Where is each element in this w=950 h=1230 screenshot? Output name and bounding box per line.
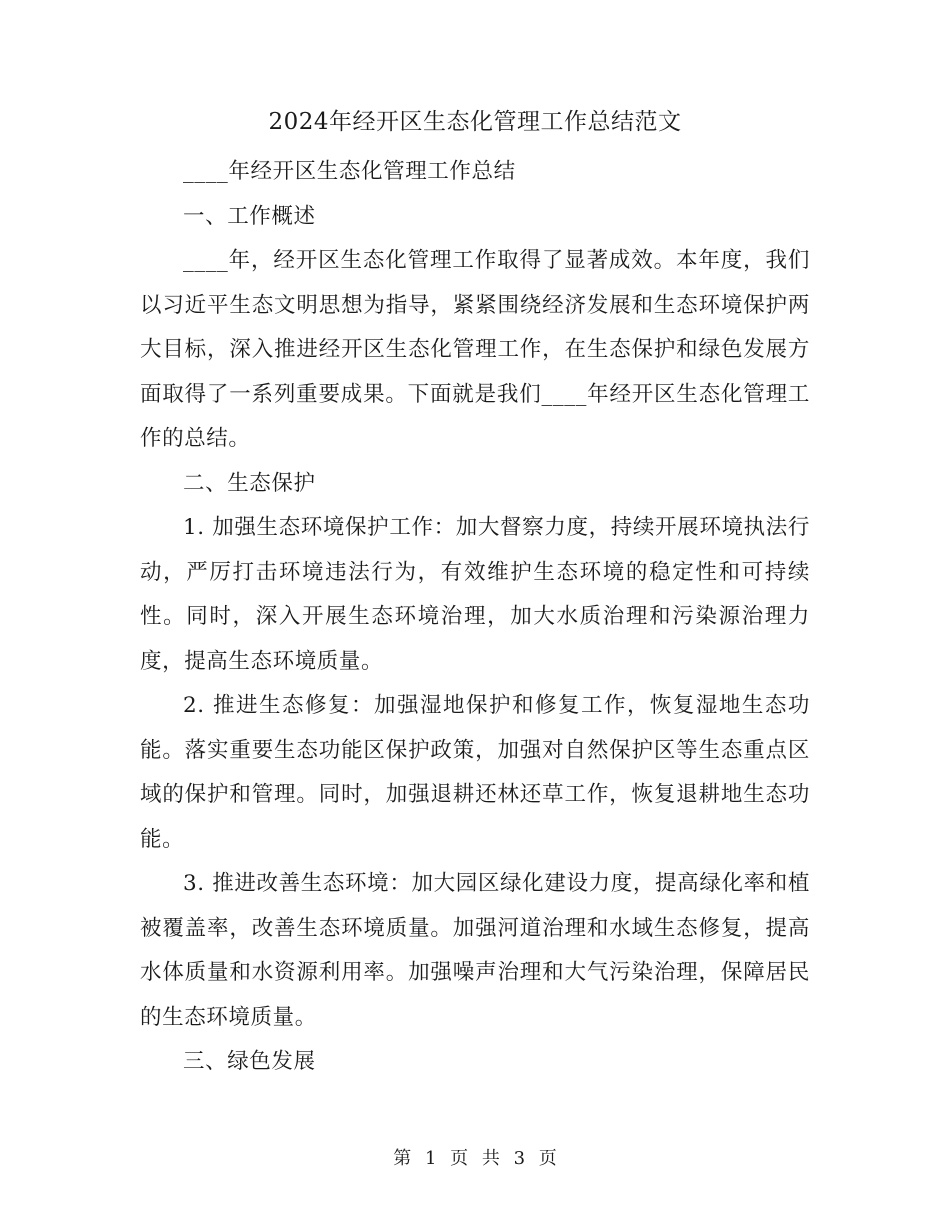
document-body — [140, 150, 810, 1085]
ecology-item-1: 1. 加强生态环境保护工作：加大督察力度，持续开展环境执法行动，严厉打击环境违法行为，有效维护生态环境的稳定性和可持续性。同时，深入开展生态环境治理，加大水质治理和污染源治理力度，提高生态环境质量。 — [140, 515, 810, 674]
section-heading-overview: 一、工作概述 — [183, 203, 316, 229]
section-heading-ecology: 二、生态保护 — [183, 470, 316, 496]
document-title: 2024年经开区生态化管理工作总结范文 — [268, 109, 682, 135]
ecology-item-3: 3. 推进改善生态环境：加大园区绿化建设力度，提高绿化率和植被覆盖率，改善生态环境质量。加强河道治理和水域生态修复，提高水体质量和水资源利用率。加强噪声治理和大气污染治理，保障居民的生态环境质量。 — [140, 871, 810, 1030]
section-heading-green: 三、绿色发展 — [183, 1049, 316, 1074]
ecology-item-2: 2. 推进生态修复：加强湿地保护和修复工作，恢复湿地生态功能。落实重要生态功能区保护政策，加强对自然保护区等生态重点区域的保护和管理。同时，加强退耕还林还草工作，恢复退耕地生态功能。 — [140, 693, 810, 852]
overview-paragraph: ____年，经开区生态化管理工作取得了显著成效。本年度，我们以习近平生态文明思想为指导，紧紧围绕经济发展和生态环境保护两大目标，深入推进经开区生态化管理工作，在生态保护和绿色发展方面取得了一系列重要成果。下面就是我们____年经开区生态化管理工作的总结。 — [140, 248, 810, 451]
page-footer — [0, 1144, 950, 1174]
footer-page-number: 1 — [424, 1148, 437, 1169]
footer-gong: 共 — [481, 1148, 500, 1169]
subtitle-paragraph: ____年经开区生态化管理工作总结 — [183, 159, 516, 184]
footer-ye-end: 页 — [538, 1148, 557, 1169]
footer-total-pages: 3 — [513, 1148, 526, 1169]
footer-ye: 页 — [450, 1148, 469, 1169]
footer-di: 第 — [393, 1148, 412, 1169]
